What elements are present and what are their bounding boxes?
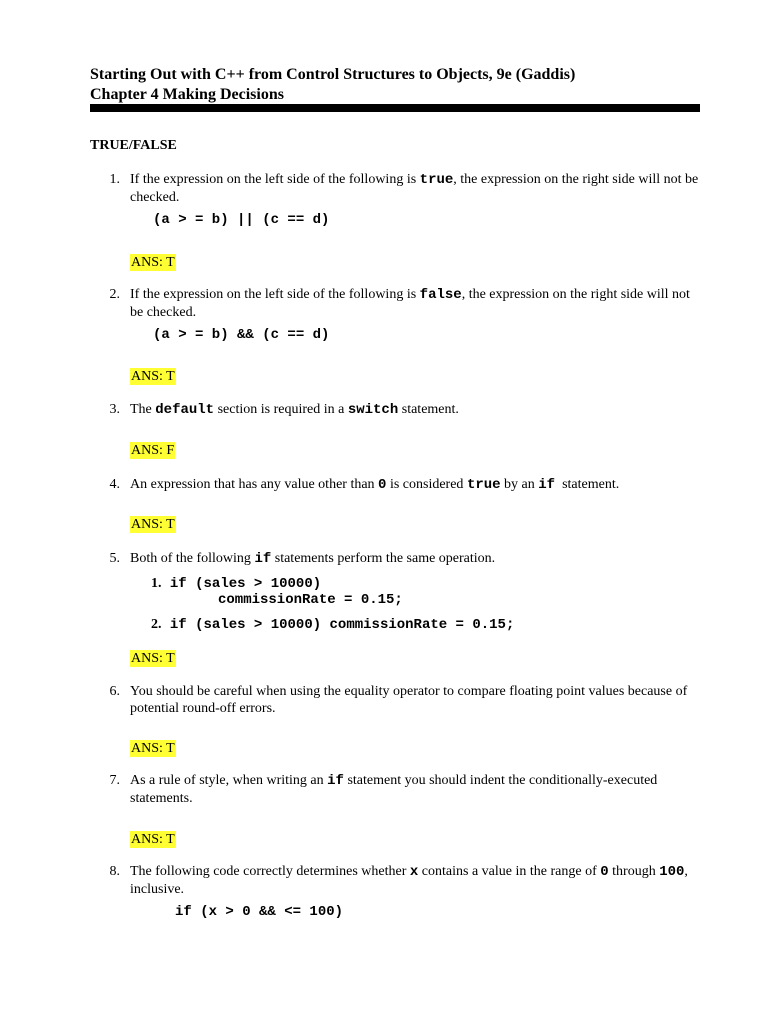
question-number: 3. xyxy=(109,402,120,417)
inline-code: default xyxy=(155,402,215,418)
answer-highlight: ANS: F xyxy=(131,443,175,458)
code-snippet: 1. if (sales > 10000) xyxy=(151,576,322,592)
question-number: 1. xyxy=(109,172,120,187)
answer-highlight: ANS: T xyxy=(131,517,175,532)
question-text: You should be careful when using the equality operator to compare floating point values because of potential round-off errors. xyxy=(130,684,688,716)
question-text: If the expression on the left side of the following is true, the expression on the right side will not be checked. xyxy=(130,172,699,205)
inline-code: 0 xyxy=(378,477,387,493)
sub-item-number: 2. xyxy=(151,617,162,632)
section-heading: TRUE/FALSE xyxy=(90,138,177,153)
code-snippet: 2. if (sales > 10000) commissionRate = 0.15; xyxy=(151,617,515,633)
answer-highlight: ANS: T xyxy=(131,255,175,270)
question-text: The following code correctly determines whether x contains a value in the range of 0 through 100, inclusive. xyxy=(130,864,688,897)
answer-highlight: ANS: T xyxy=(131,741,175,756)
inline-code: switch xyxy=(347,402,399,418)
question-text: The default section is required in a switch statement. xyxy=(130,402,459,418)
question-number: 6. xyxy=(109,684,120,699)
question-number: 4. xyxy=(109,477,120,492)
inline-code: if xyxy=(327,773,344,789)
question-text: Both of the following if statements perform the same operation. xyxy=(130,551,496,567)
inline-code: 0 xyxy=(600,864,609,880)
question-number: 8. xyxy=(109,864,120,879)
inline-code: 100 xyxy=(659,864,685,880)
question-number: 2. xyxy=(109,287,120,302)
inline-code: true xyxy=(466,477,501,493)
inline-code: x xyxy=(409,864,419,880)
header-rule xyxy=(90,104,700,112)
sub-item-number: 1. xyxy=(151,576,162,591)
question-number: 7. xyxy=(109,773,120,788)
inline-code: true xyxy=(419,172,454,188)
code-snippet: (a > = b) && (c == d) xyxy=(153,327,330,343)
question-text: As a rule of style, when writing an if statement you should indent the conditionally-executed statements. xyxy=(130,773,658,806)
answer-highlight: ANS: T xyxy=(131,369,175,384)
inline-code: if xyxy=(538,477,556,493)
chapter-title: Chapter 4 Making Decisions xyxy=(90,86,284,103)
question-text: If the expression on the left side of the following is false, the expression on the right side will not be checked. xyxy=(130,287,690,320)
answer-highlight: ANS: T xyxy=(131,651,175,666)
book-title: Starting Out with C++ from Control Structures to Objects, 9e (Gaddis) xyxy=(90,66,576,83)
answer-highlight: ANS: T xyxy=(131,832,175,847)
question-text: An expression that has any value other than 0 is considered true by an if statement. xyxy=(130,477,620,493)
question-number: 5. xyxy=(109,551,120,566)
inline-code: if xyxy=(254,551,272,567)
inline-code: false xyxy=(419,287,462,303)
code-snippet: commissionRate = 0.15; xyxy=(218,592,403,608)
code-snippet: if (x > 0 && <= 100) xyxy=(175,904,344,920)
code-snippet: (a > = b) || (c == d) xyxy=(153,212,330,228)
